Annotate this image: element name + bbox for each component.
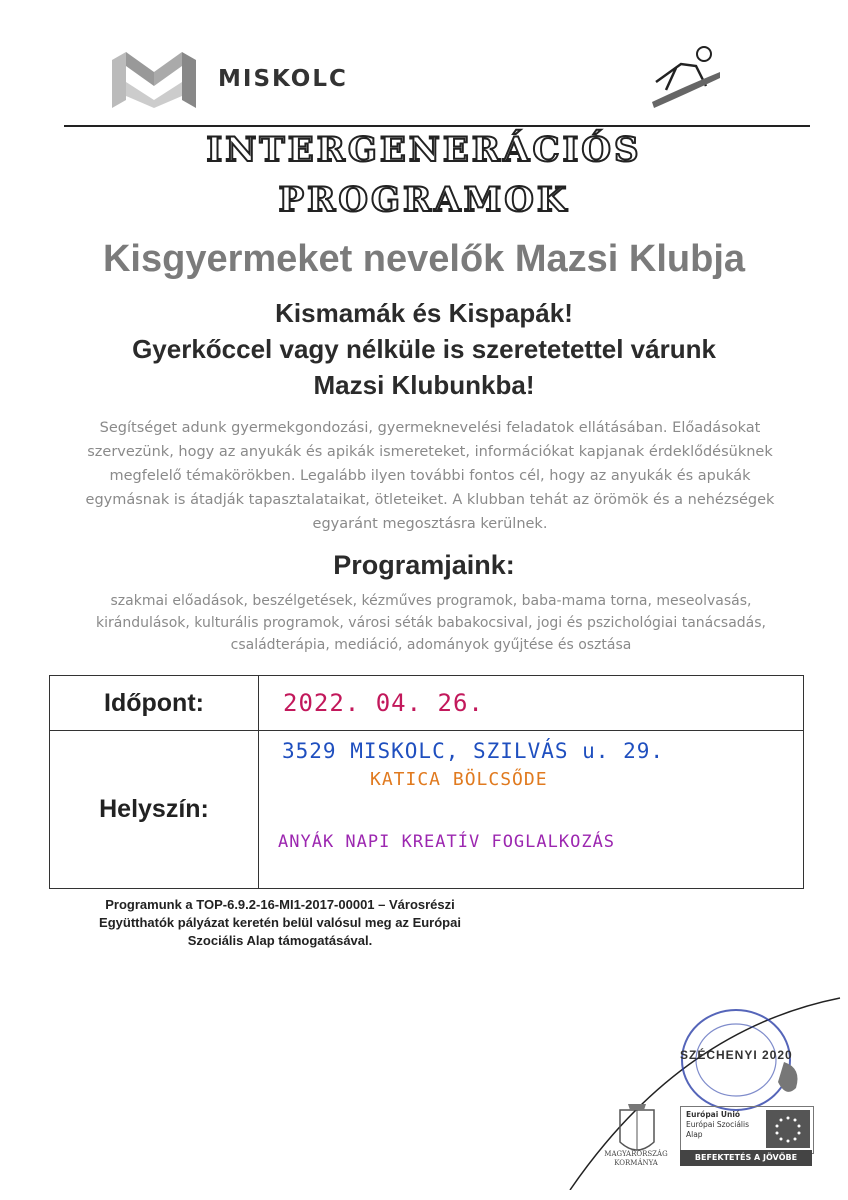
- funding-note: Programunk a TOP-6.9.2-16-MI1-2017-00001 – Városrészi Együtthatók pályázat keretén belül valósul meg az Európai Szociális Alap támogatásával.: [99, 897, 461, 948]
- miskolc-logo-icon: [112, 52, 196, 108]
- programs-list: szakmai előadások, beszélgetések, kézműves programok, baba-mama torna, meseolvasás, kirándulások, kulturális programok, városi séták babakocsival, jogi és pszichológiai tanácsadás, családterápia, mediáció, adományok gyűjtése és osztása: [95, 593, 767, 653]
- club-name: Kisgyermeket nevelők Mazsi Klubja: [102, 238, 746, 280]
- brand-name: MISKOLC: [218, 66, 348, 92]
- szechenyi-logo-text: SZÉCHENYI 2020: [680, 1048, 793, 1062]
- coat-of-arms-icon: [596, 1100, 678, 1190]
- title-line-2: PROGRAMOK: [278, 180, 570, 220]
- venue-value: KATICA BÖLCSŐDE: [370, 769, 548, 790]
- snowboarder-icon: [646, 42, 724, 112]
- invite-line-3: Mazsi Klubunkba!: [313, 370, 535, 400]
- eu-flag-icon: [766, 1110, 810, 1148]
- place-cell: [259, 731, 804, 889]
- eu-line-3: Alap: [686, 1130, 703, 1139]
- gov-caption: MAGYARORSZÁG KORMÁNYA: [604, 1150, 668, 1167]
- table-row-date: [50, 676, 804, 731]
- eu-text: [686, 1110, 749, 1140]
- invite-line-2: Gyerkőccel vagy nélküle is szeretetettel várunk: [132, 334, 716, 364]
- eu-line-2: Európai Szociális: [686, 1120, 749, 1129]
- event-value: ANYÁK NAPI KREATÍV FOGLALKOZÁS: [278, 832, 616, 852]
- title-line-1: INTERGENERÁCIÓS: [206, 130, 642, 170]
- invest-bar: BEFEKTETÉS A JÖVŐBE: [680, 1150, 812, 1166]
- header-rule: [64, 125, 810, 127]
- date-cell: [259, 676, 804, 731]
- date-value: 2022. 04. 26.: [283, 689, 484, 717]
- invite-line-1: Kismamák és Kispapák!: [275, 298, 573, 328]
- table-row-place: [50, 731, 804, 889]
- date-label: Időpont:: [50, 676, 259, 731]
- programs-title: Programjaink:: [333, 550, 515, 580]
- address-value: 3529 MISKOLC, SZILVÁS u. 29.: [282, 739, 665, 763]
- description: Segítséget adunk gyermekgondozási, gyermeknevelési feladatok ellátásában. Előadásokat szervezünk, hogy az anyukák és apikák ismereteket, információkat kapjanak érdeklődésüknek megfelelő témakörökben. Legalább ilyen további fontos cél, hogy az anyukák és apukák egymásnak is átadják tapasztalataikat, ötleteiket. A klubban tehát az örömök és a nehézségek egyaránt megosztásra kerülnek.: [85, 420, 775, 532]
- info-table: [49, 675, 804, 889]
- eu-line-1: Európai Unió: [686, 1110, 741, 1119]
- place-label: Helyszín:: [50, 731, 259, 889]
